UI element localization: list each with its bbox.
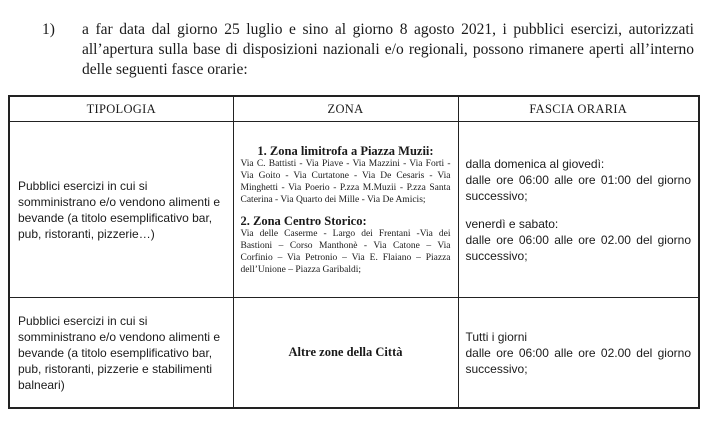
fascia-daily-head: Tutti i giorni	[465, 329, 528, 344]
zone2-title: 2. Zona Centro Storico:	[240, 213, 367, 228]
header-tipologia: TIPOLOGIA	[9, 96, 233, 122]
zone1-streets: Via C. Battisti - Via Piave - Via Mazzini - Via Forti - Via Goito - Via Curtatone - Via De Cesaris - Via Minghetti - Via Poerio - P.zza M.Muzii - P.zza Santa Caterina - Via Quarto dei Mille - Via De Amicis;	[240, 158, 451, 205]
fascia-weekend-hours: dalle ore 06:00 alle ore 02.00 del giorno successivo;	[465, 232, 691, 263]
table-header-row	[9, 96, 699, 122]
intro-text: a far data dal giorno 25 luglio e sino al giorno 8 agosto 2021, i pubblici esercizi, autorizzati all’apertura sulla base di disposizioni nazionali e/o regionali, possono rimanere aperti all’interno delle seguenti fasce orarie:	[82, 21, 694, 78]
opening-hours-table	[8, 95, 700, 409]
fascia-weekday-head: dalla domenica al giovedì:	[465, 156, 605, 171]
header-zona: ZONA	[233, 96, 458, 122]
cell-fascia-oraria	[458, 298, 699, 409]
cell-tipologia	[9, 298, 233, 409]
zone1-title: 1. Zona limitrofa a Piazza Muzii:	[257, 143, 434, 158]
zona-altre: Altre zone della Città	[288, 345, 403, 359]
tipologia-text: Pubblici esercizi in cui si somministrano e/o vendono alimenti e bevande (a titolo esemplificativo bar, pub, ristoranti, pizzerie…)	[18, 178, 221, 241]
zone2-streets: Via delle Caserme - Largo dei Frentani -Via dei Bastioni – Corso Manthonè - Via Catone – Via Corfinio – Via Petronio – Via E. Flaiano – Piazza dell’Unione – Piazza Garibaldi;	[240, 228, 451, 275]
cell-tipologia	[9, 122, 233, 298]
cell-zona	[233, 298, 458, 409]
fascia-weekend-head: venerdì e sabato:	[465, 216, 559, 231]
fascia-daily-hours: dalle ore 06:00 alle ore 02.00 del giorno successivo;	[465, 345, 691, 376]
header-fascia-oraria: FASCIA ORARIA	[458, 96, 699, 122]
tipologia-text: Pubblici esercizi in cui si somministrano e/o vendono alimenti e bevande (a titolo esemplificativo bar, pub, ristoranti, pizzerie e stabilimenti balneari)	[18, 313, 221, 392]
fascia-weekday-hours: dalle ore 06:00 alle ore 01:00 del giorno successivo;	[465, 172, 691, 203]
table-row	[9, 298, 699, 409]
table-row	[9, 122, 699, 298]
cell-zona	[233, 122, 458, 298]
cell-fascia-oraria	[458, 122, 699, 298]
list-number: 1)	[42, 21, 55, 38]
